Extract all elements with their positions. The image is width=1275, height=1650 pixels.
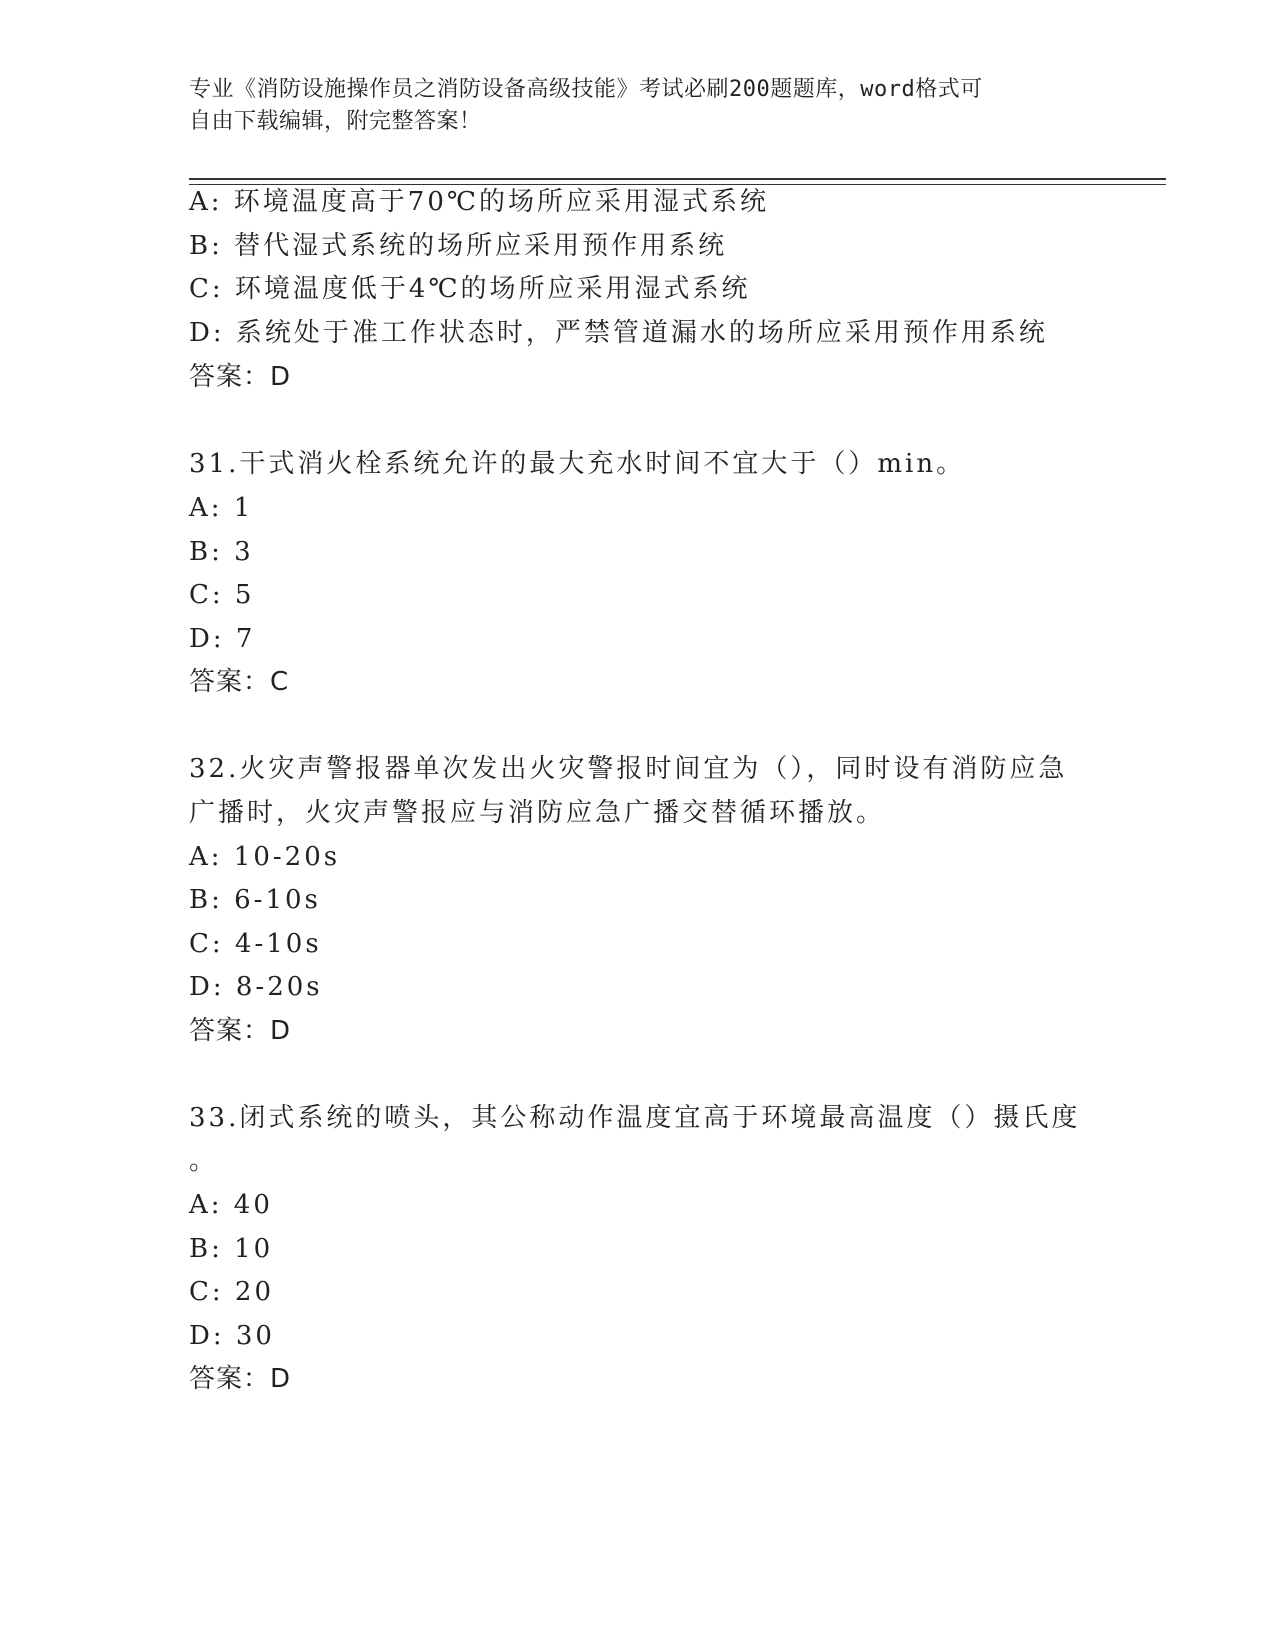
q33-stem-line-1: 33.闭式系统的喷头，其公称动作温度宜高于环境最高温度（）摄氏度 xyxy=(189,1103,1081,1133)
header-line-2: 自由下载编辑，附完整答案！ xyxy=(189,109,482,134)
q31-answer: 答案：C xyxy=(189,667,290,697)
q33-option-c: C: 20 xyxy=(189,1277,275,1307)
q32-option-b: B: 6-10s xyxy=(189,885,321,915)
q33-answer: 答案：D xyxy=(189,1364,292,1394)
q33-option-b: B: 10 xyxy=(189,1234,274,1264)
q33-stem-line-2: 。 xyxy=(189,1146,219,1176)
q32-answer: 答案：D xyxy=(189,1016,292,1046)
q31-option-a: A: 1 xyxy=(189,493,254,523)
q31-option-d: D: 7 xyxy=(189,624,256,654)
q32-option-d: D: 8-20s xyxy=(189,972,323,1002)
q31-stem: 31.干式消火栓系统允许的最大充水时间不宜大于（）min。 xyxy=(189,449,966,479)
q30-option-d: D: 系统处于准工作状态时，严禁管道漏水的场所应采用预作用系统 xyxy=(189,318,1048,348)
header-line-1: 专业《消防设施操作员之消防设备高级技能》考试必刷200题题库，word格式可 xyxy=(189,77,983,102)
q32-option-a: A: 10-20s xyxy=(189,842,341,872)
header-rule-thick xyxy=(189,178,1166,180)
q31-option-c: C: 5 xyxy=(189,580,255,610)
q30-option-b: B: 替代湿式系统的场所应采用预作用系统 xyxy=(189,231,728,261)
q33-option-d: D: 30 xyxy=(189,1321,275,1351)
q32-stem-line-1: 32.火灾声警报器单次发出火灾警报时间宜为（），同时设有消防应急 xyxy=(189,754,1068,784)
document-header xyxy=(189,74,1069,138)
q30-answer: 答案：D xyxy=(189,362,292,392)
q30-option-a: A: 环境温度高于70℃的场所应采用湿式系统 xyxy=(189,187,769,217)
q31-option-b: B: 3 xyxy=(189,537,254,567)
q33-option-a: A: 40 xyxy=(189,1190,273,1220)
q32-stem-line-2: 广播时，火灾声警报应与消防应急广播交替循环播放。 xyxy=(189,798,886,828)
q30-option-c: C: 环境温度低于4℃的场所应采用湿式系统 xyxy=(189,274,751,304)
q32-option-c: C: 4-10s xyxy=(189,929,322,959)
